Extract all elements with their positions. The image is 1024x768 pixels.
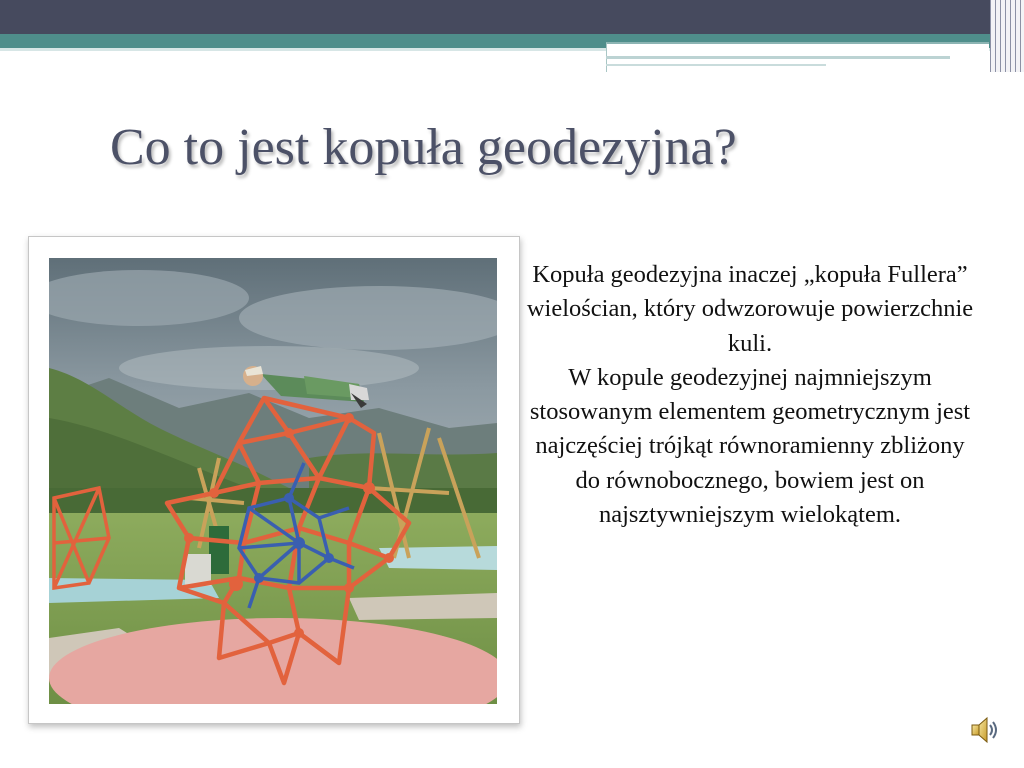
header-accent-line bbox=[606, 56, 950, 59]
slide-body-text bbox=[522, 258, 978, 532]
photo-frame bbox=[28, 236, 520, 724]
slide-title: Co to jest kopuła geodezyjna? bbox=[110, 119, 737, 176]
header-accent-line-short bbox=[606, 64, 826, 66]
dome-photo-illustration bbox=[49, 258, 497, 704]
header-vertical-stripes bbox=[990, 0, 1024, 72]
body-paragraph: W kopule geodezyjnej najmniejszym stosowanym elementem geometrycznym jest najczęściej trójkąt równoramienny zbliżony do równobocznego, bowiem jest on najsztywniejszym wielokątem. bbox=[529, 363, 971, 529]
bin bbox=[209, 526, 229, 574]
body-paragraph: Kopuła geodezyjna inaczej „kopuła Fullera” wielościan, który odwzorowuje powierzchnie kuli. bbox=[526, 261, 974, 357]
cloud bbox=[119, 346, 419, 390]
header-bar-dark bbox=[0, 0, 1024, 34]
speaker-icon[interactable] bbox=[968, 714, 1000, 746]
dome-photo bbox=[49, 258, 497, 704]
